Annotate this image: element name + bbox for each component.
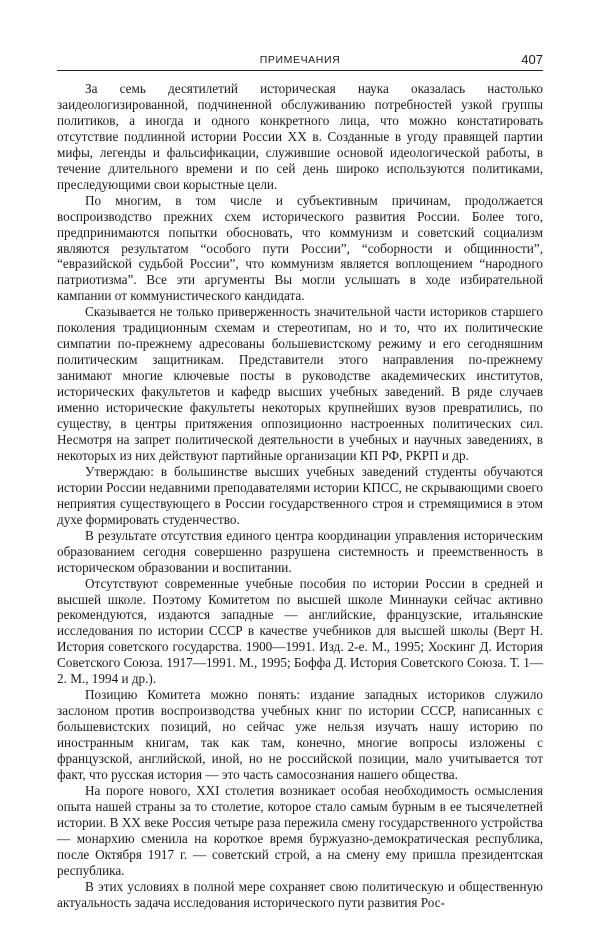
paragraph: В результате отсутствия единого центра координации управления историческим образованием сегодня совершенно разрушена системность и преемственность в историческом образовании и воспитании. [57, 527, 543, 575]
paragraph: Отсутствуют современные учебные пособия по истории России в средней и высшей школе. Поэтому Комитетом по высшей школе Миннауки сейчас активно рекомендуются, издаются западные — английские, французские, итальянские исследования по истории СССР в качестве учебников для высшей школы (Верт Н. История советского государства. 1900—1991. Изд. 2-е. М., 1995; Хоскинг Д. История Советского Союза. 1917—1991. М., 1995; Боффа Д. История Советского Союза. Т. 1—2. М., 1994 и др.). [57, 575, 543, 687]
section-title: ПРИМЕЧАНИЯ [259, 54, 341, 66]
paragraph: Сказывается не только приверженность значительной части историков старшего поколения традиционным схемам и стереотипам, но и то, что их политические симпатии по-прежнему адресованы большевистскому режиму и его сегодняшним политическим защитникам. Представители этого направления по-прежнему занимают многие ключевые посты в руководстве академических институтов, исторических факультетов и кафедр высших учебных заведений. В ряде случаев именно исторические факультеты некоторых крупнейших вузов превратились, по существу, в центры притяжения оппозиционно настроенных политических сил. Несмотря на запрет политической деятельности в учебных и научных заведениях, в некоторых из них действуют партийные организации КП РФ, РКРП и др. [57, 304, 543, 463]
paragraph: В этих условиях в полной мере сохраняет свою политическую и общественную актуальность задача исследования исторического пути развития Рос- [57, 878, 543, 910]
running-header [57, 52, 543, 71]
page-number: 407 [521, 52, 543, 67]
paragraph: На пороге нового, XXI столетия возникает особая необходимость осмысления опыта нашей страны за то столетие, которое стало самым бурным в ее тысячелетней истории. В XX веке Россия четыре раза пережила смену государственного устройства — монархию сменила на короткое время буржуазно-демократическая республика, после Октября 1917 г. — советский строй, а на смену ему пришла президентская республика. [57, 782, 543, 878]
paragraph: Позицию Комитета можно понять: издание западных историков служило заслоном против воспроизводства учебных книг по истории СССР, написанных с большевистских позиций, но сейчас уже нельзя изучать нашу историю по иностранным книгам, так как там, конечно, многие вопросы изложены с французской, английской, иной, но не российской позиции, мало учитывается тот факт, что русская история — это часть самосознания нашего общества. [57, 687, 543, 782]
paragraph: Утверждаю: в большинстве высших учебных заведений студенты обучаются истории России недавними преподавателями истории КПСС, не скрывающими своего неприятия существующего в России государственного строя и стремящимися в этом духе формировать студенчество. [57, 463, 543, 527]
paragraph: По многим, в том числе и субъективным причинам, продолжается воспроизводство прежних схем исторического развития России. Более того, предпринимаются попытки обосновать, что коммунизм и советский социализм являются результатом “особого пути России”, “соборности и общинности”, “евразийской судьбой России”, что коммунизм является воплощением “народного патриотизма”. Все эти аргументы Вы могли услышать в ходе избирательной кампании от коммунистического кандидата. [57, 192, 543, 304]
paragraph: За семь десятилетий историческая наука оказалась настолько заидеологизированной, подчиненной обслуживанию потребностей узкой группы политиков, а иногда и одного конкретного лица, что можно констатировать отсутствие подлинной истории России XX в. Созданные в угоду правящей партии мифы, легенды и фальсификации, служившие основой идеологической работы, в течение длительного времени и по сей день широко используются политиками, преследующими свои корыстные цели. [57, 81, 543, 192]
document-page [57, 52, 543, 911]
body-text [57, 81, 543, 911]
